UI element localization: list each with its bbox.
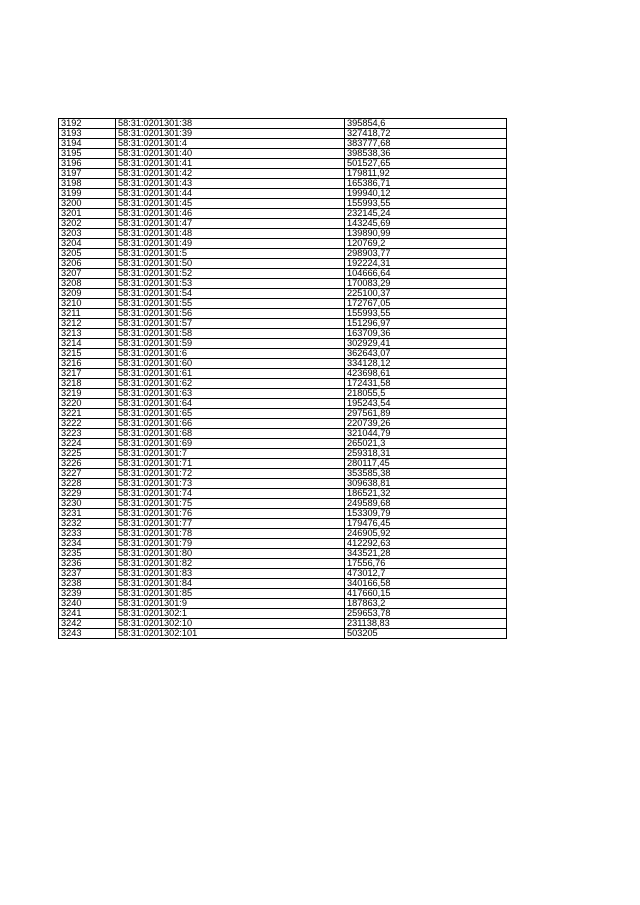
row-number-cell: 3205 bbox=[59, 249, 116, 259]
table-row bbox=[59, 219, 507, 229]
cadastral-number-cell: 58:31:0201301:43 bbox=[116, 179, 345, 189]
table-row bbox=[59, 279, 507, 289]
value-cell: 353585,38 bbox=[345, 469, 507, 479]
value-cell: 302929,41 bbox=[345, 339, 507, 349]
value-cell: 139890,99 bbox=[345, 229, 507, 239]
table-row bbox=[59, 379, 507, 389]
row-number-cell: 3200 bbox=[59, 199, 116, 209]
table-row bbox=[59, 459, 507, 469]
row-number-cell: 3214 bbox=[59, 339, 116, 349]
table-row bbox=[59, 629, 507, 639]
value-cell: 17556,76 bbox=[345, 559, 507, 569]
row-number-cell: 3203 bbox=[59, 229, 116, 239]
table-row bbox=[59, 129, 507, 139]
value-cell: 309638,81 bbox=[345, 479, 507, 489]
value-cell: 153309,79 bbox=[345, 509, 507, 519]
cadastral-number-cell: 58:31:0201301:46 bbox=[116, 209, 345, 219]
table-row bbox=[59, 319, 507, 329]
cadastral-number-cell: 58:31:0201301:48 bbox=[116, 229, 345, 239]
value-cell: 423698,61 bbox=[345, 369, 507, 379]
value-cell: 179476,45 bbox=[345, 519, 507, 529]
table-row bbox=[59, 269, 507, 279]
table-row bbox=[59, 399, 507, 409]
table-row bbox=[59, 229, 507, 239]
cadastral-number-cell: 58:31:0201302:101 bbox=[116, 629, 345, 639]
cadastral-number-cell: 58:31:0201301:75 bbox=[116, 499, 345, 509]
row-number-cell: 3211 bbox=[59, 309, 116, 319]
table-row bbox=[59, 479, 507, 489]
cadastral-number-cell: 58:31:0201301:72 bbox=[116, 469, 345, 479]
cadastral-number-cell: 58:31:0201301:9 bbox=[116, 599, 345, 609]
row-number-cell: 3223 bbox=[59, 429, 116, 439]
row-number-cell: 3206 bbox=[59, 259, 116, 269]
row-number-cell: 3220 bbox=[59, 399, 116, 409]
cadastral-number-cell: 58:31:0201301:49 bbox=[116, 239, 345, 249]
table-row bbox=[59, 539, 507, 549]
row-number-cell: 3201 bbox=[59, 209, 116, 219]
row-number-cell: 3217 bbox=[59, 369, 116, 379]
row-number-cell: 3216 bbox=[59, 359, 116, 369]
value-cell: 473012,7 bbox=[345, 569, 507, 579]
value-cell: 155993,55 bbox=[345, 199, 507, 209]
table-row bbox=[59, 589, 507, 599]
row-number-cell: 3230 bbox=[59, 499, 116, 509]
value-cell: 398538,36 bbox=[345, 149, 507, 159]
table-row bbox=[59, 259, 507, 269]
row-number-cell: 3197 bbox=[59, 169, 116, 179]
value-cell: 383777,68 bbox=[345, 139, 507, 149]
cadastral-number-cell: 58:31:0201301:68 bbox=[116, 429, 345, 439]
table-body bbox=[59, 119, 507, 639]
row-number-cell: 3226 bbox=[59, 459, 116, 469]
value-cell: 298903,77 bbox=[345, 249, 507, 259]
cadastral-number-cell: 58:31:0201301:53 bbox=[116, 279, 345, 289]
value-cell: 187863,2 bbox=[345, 599, 507, 609]
cadastral-number-cell: 58:31:0201301:79 bbox=[116, 539, 345, 549]
value-cell: 220739,26 bbox=[345, 419, 507, 429]
table-row bbox=[59, 139, 507, 149]
cadastral-number-cell: 58:31:0201301:69 bbox=[116, 439, 345, 449]
cadastral-number-cell: 58:31:0201301:4 bbox=[116, 139, 345, 149]
cadastral-number-cell: 58:31:0201302:1 bbox=[116, 609, 345, 619]
table-row bbox=[59, 429, 507, 439]
row-number-cell: 3236 bbox=[59, 559, 116, 569]
value-cell: 120769,2 bbox=[345, 239, 507, 249]
value-cell: 186521,32 bbox=[345, 489, 507, 499]
value-cell: 343521,28 bbox=[345, 549, 507, 559]
cadastral-value-table bbox=[58, 118, 507, 639]
table-row bbox=[59, 309, 507, 319]
table-row bbox=[59, 299, 507, 309]
table-row bbox=[59, 329, 507, 339]
row-number-cell: 3208 bbox=[59, 279, 116, 289]
table-row bbox=[59, 549, 507, 559]
value-cell: 503205 bbox=[345, 629, 507, 639]
row-number-cell: 3213 bbox=[59, 329, 116, 339]
table-row bbox=[59, 369, 507, 379]
cadastral-number-cell: 58:31:0201301:40 bbox=[116, 149, 345, 159]
cadastral-number-cell: 58:31:0201301:41 bbox=[116, 159, 345, 169]
value-cell: 246905,92 bbox=[345, 529, 507, 539]
cadastral-number-cell: 58:31:0201301:62 bbox=[116, 379, 345, 389]
table-row bbox=[59, 469, 507, 479]
row-number-cell: 3204 bbox=[59, 239, 116, 249]
cadastral-number-cell: 58:31:0201301:5 bbox=[116, 249, 345, 259]
table-row bbox=[59, 489, 507, 499]
row-number-cell: 3196 bbox=[59, 159, 116, 169]
table-row bbox=[59, 419, 507, 429]
value-cell: 327418,72 bbox=[345, 129, 507, 139]
row-number-cell: 3212 bbox=[59, 319, 116, 329]
value-cell: 165386,71 bbox=[345, 179, 507, 189]
table-row bbox=[59, 389, 507, 399]
row-number-cell: 3207 bbox=[59, 269, 116, 279]
value-cell: 417660,15 bbox=[345, 589, 507, 599]
cadastral-number-cell: 58:31:0201301:78 bbox=[116, 529, 345, 539]
row-number-cell: 3238 bbox=[59, 579, 116, 589]
cadastral-number-cell: 58:31:0201301:84 bbox=[116, 579, 345, 589]
cadastral-number-cell: 58:31:0201301:39 bbox=[116, 129, 345, 139]
cadastral-number-cell: 58:31:0201301:6 bbox=[116, 349, 345, 359]
value-cell: 340166,58 bbox=[345, 579, 507, 589]
row-number-cell: 3242 bbox=[59, 619, 116, 629]
value-cell: 151296,97 bbox=[345, 319, 507, 329]
value-cell: 170083,29 bbox=[345, 279, 507, 289]
table-row bbox=[59, 149, 507, 159]
cadastral-number-cell: 58:31:0201301:76 bbox=[116, 509, 345, 519]
cadastral-number-cell: 58:31:0201301:74 bbox=[116, 489, 345, 499]
value-cell: 297561,89 bbox=[345, 409, 507, 419]
row-number-cell: 3235 bbox=[59, 549, 116, 559]
table-row bbox=[59, 619, 507, 629]
value-cell: 104666,64 bbox=[345, 269, 507, 279]
table-row bbox=[59, 339, 507, 349]
value-cell: 412292,63 bbox=[345, 539, 507, 549]
value-cell: 155993,55 bbox=[345, 309, 507, 319]
table-row bbox=[59, 449, 507, 459]
table-row bbox=[59, 609, 507, 619]
row-number-cell: 3233 bbox=[59, 529, 116, 539]
row-number-cell: 3218 bbox=[59, 379, 116, 389]
table-row bbox=[59, 119, 507, 129]
table-row bbox=[59, 569, 507, 579]
row-number-cell: 3195 bbox=[59, 149, 116, 159]
table-row bbox=[59, 509, 507, 519]
row-number-cell: 3222 bbox=[59, 419, 116, 429]
row-number-cell: 3224 bbox=[59, 439, 116, 449]
row-number-cell: 3194 bbox=[59, 139, 116, 149]
value-cell: 395854,6 bbox=[345, 119, 507, 129]
cadastral-number-cell: 58:31:0201301:60 bbox=[116, 359, 345, 369]
table-row bbox=[59, 189, 507, 199]
cadastral-number-cell: 58:31:0201301:77 bbox=[116, 519, 345, 529]
cadastral-number-cell: 58:31:0201301:45 bbox=[116, 199, 345, 209]
table-row bbox=[59, 349, 507, 359]
cadastral-number-cell: 58:31:0201301:73 bbox=[116, 479, 345, 489]
table-row bbox=[59, 179, 507, 189]
table-row bbox=[59, 559, 507, 569]
row-number-cell: 3228 bbox=[59, 479, 116, 489]
value-cell: 172431,58 bbox=[345, 379, 507, 389]
row-number-cell: 3199 bbox=[59, 189, 116, 199]
table-row bbox=[59, 409, 507, 419]
table-row bbox=[59, 209, 507, 219]
value-cell: 179811,92 bbox=[345, 169, 507, 179]
value-cell: 231138,83 bbox=[345, 619, 507, 629]
row-number-cell: 3193 bbox=[59, 129, 116, 139]
value-cell: 501527,65 bbox=[345, 159, 507, 169]
row-number-cell: 3240 bbox=[59, 599, 116, 609]
value-cell: 218055,5 bbox=[345, 389, 507, 399]
table-row bbox=[59, 169, 507, 179]
table-row bbox=[59, 599, 507, 609]
value-cell: 199940,12 bbox=[345, 189, 507, 199]
value-cell: 280117,45 bbox=[345, 459, 507, 469]
value-cell: 321044,79 bbox=[345, 429, 507, 439]
cadastral-number-cell: 58:31:0201301:52 bbox=[116, 269, 345, 279]
cadastral-number-cell: 58:31:0201301:82 bbox=[116, 559, 345, 569]
row-number-cell: 3237 bbox=[59, 569, 116, 579]
cadastral-number-cell: 58:31:0201301:59 bbox=[116, 339, 345, 349]
cadastral-number-cell: 58:31:0201301:47 bbox=[116, 219, 345, 229]
cadastral-number-cell: 58:31:0201301:57 bbox=[116, 319, 345, 329]
table-row bbox=[59, 159, 507, 169]
value-cell: 249589,68 bbox=[345, 499, 507, 509]
row-number-cell: 3225 bbox=[59, 449, 116, 459]
row-number-cell: 3231 bbox=[59, 509, 116, 519]
cadastral-number-cell: 58:31:0201301:55 bbox=[116, 299, 345, 309]
row-number-cell: 3227 bbox=[59, 469, 116, 479]
table-row bbox=[59, 519, 507, 529]
table-row bbox=[59, 199, 507, 209]
row-number-cell: 3229 bbox=[59, 489, 116, 499]
row-number-cell: 3232 bbox=[59, 519, 116, 529]
value-cell: 334128,12 bbox=[345, 359, 507, 369]
row-number-cell: 3241 bbox=[59, 609, 116, 619]
cadastral-number-cell: 58:31:0201301:64 bbox=[116, 399, 345, 409]
row-number-cell: 3209 bbox=[59, 289, 116, 299]
table-row bbox=[59, 439, 507, 449]
row-number-cell: 3219 bbox=[59, 389, 116, 399]
row-number-cell: 3198 bbox=[59, 179, 116, 189]
row-number-cell: 3243 bbox=[59, 629, 116, 639]
value-cell: 163709,36 bbox=[345, 329, 507, 339]
cadastral-number-cell: 58:31:0201301:66 bbox=[116, 419, 345, 429]
cadastral-number-cell: 58:31:0201301:58 bbox=[116, 329, 345, 339]
table-row bbox=[59, 579, 507, 589]
cadastral-number-cell: 58:31:0201301:7 bbox=[116, 449, 345, 459]
table-row bbox=[59, 239, 507, 249]
value-cell: 265021,3 bbox=[345, 439, 507, 449]
table-row bbox=[59, 249, 507, 259]
cadastral-number-cell: 58:31:0201301:38 bbox=[116, 119, 345, 129]
cadastral-number-cell: 58:31:0201301:71 bbox=[116, 459, 345, 469]
table-row bbox=[59, 289, 507, 299]
value-cell: 225100,37 bbox=[345, 289, 507, 299]
table-row bbox=[59, 499, 507, 509]
row-number-cell: 3192 bbox=[59, 119, 116, 129]
row-number-cell: 3239 bbox=[59, 589, 116, 599]
row-number-cell: 3210 bbox=[59, 299, 116, 309]
cadastral-number-cell: 58:31:0201301:44 bbox=[116, 189, 345, 199]
value-cell: 232145,24 bbox=[345, 209, 507, 219]
value-cell: 259653,78 bbox=[345, 609, 507, 619]
cadastral-number-cell: 58:31:0201301:65 bbox=[116, 409, 345, 419]
cadastral-number-cell: 58:31:0201301:63 bbox=[116, 389, 345, 399]
cadastral-number-cell: 58:31:0201301:56 bbox=[116, 309, 345, 319]
cadastral-number-cell: 58:31:0201302:10 bbox=[116, 619, 345, 629]
value-cell: 172767,05 bbox=[345, 299, 507, 309]
cadastral-number-cell: 58:31:0201301:85 bbox=[116, 589, 345, 599]
table-row bbox=[59, 529, 507, 539]
value-cell: 192224,31 bbox=[345, 259, 507, 269]
value-cell: 195243,54 bbox=[345, 399, 507, 409]
cadastral-number-cell: 58:31:0201301:50 bbox=[116, 259, 345, 269]
value-cell: 143245,69 bbox=[345, 219, 507, 229]
cadastral-number-cell: 58:31:0201301:54 bbox=[116, 289, 345, 299]
row-number-cell: 3215 bbox=[59, 349, 116, 359]
table-row bbox=[59, 359, 507, 369]
cadastral-number-cell: 58:31:0201301:42 bbox=[116, 169, 345, 179]
row-number-cell: 3221 bbox=[59, 409, 116, 419]
row-number-cell: 3202 bbox=[59, 219, 116, 229]
cadastral-number-cell: 58:31:0201301:83 bbox=[116, 569, 345, 579]
value-cell: 362643,07 bbox=[345, 349, 507, 359]
cadastral-number-cell: 58:31:0201301:61 bbox=[116, 369, 345, 379]
cadastral-number-cell: 58:31:0201301:80 bbox=[116, 549, 345, 559]
value-cell: 259318,31 bbox=[345, 449, 507, 459]
row-number-cell: 3234 bbox=[59, 539, 116, 549]
